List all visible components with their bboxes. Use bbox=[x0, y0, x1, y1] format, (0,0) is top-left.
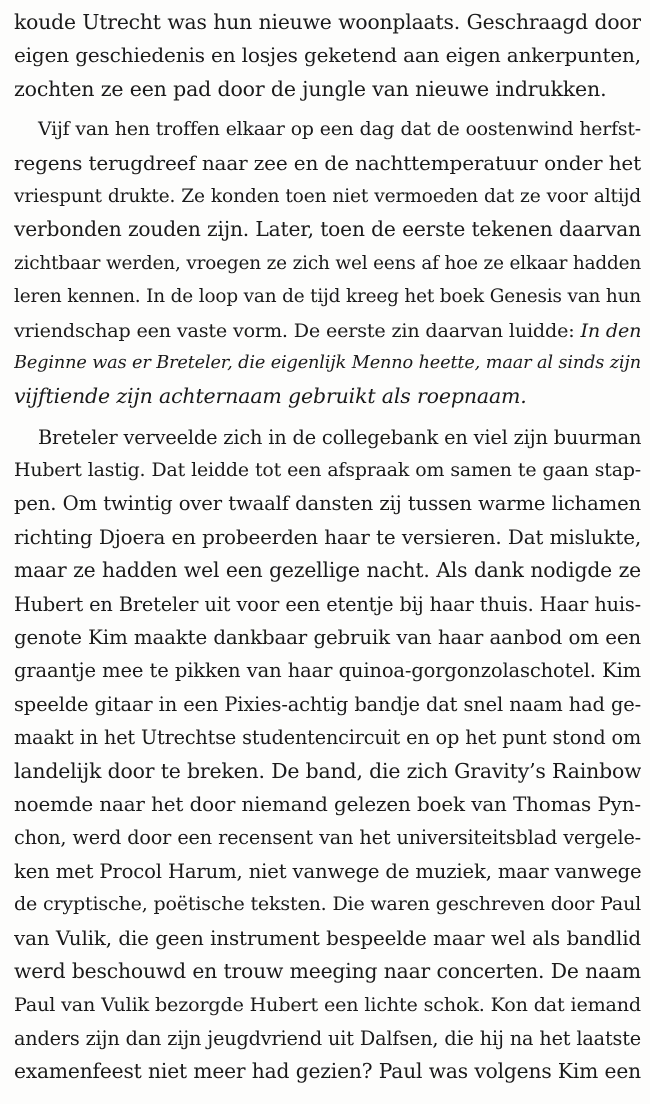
text-line: maakt in het Utrechtse studentencircuit en op het punt stond om bbox=[14, 726, 641, 750]
text-line: Vijf van hen troffen elkaar op een dag dat de oostenwind herfst- bbox=[38, 119, 641, 141]
text-line: werd beschouwd en trouw meeging naar concerten. De naam bbox=[14, 958, 641, 983]
text-line: eigen geschiedenis en losjes geketend aan eigen ankerpunten, bbox=[14, 43, 641, 68]
text-line bbox=[14, 314, 641, 347]
text-line-italic: vijftiende zijn achternaam gebruikt als roepnaam. bbox=[14, 384, 527, 409]
text-line: Paul van Vulik bezorgde Hubert een lichte schok. Kon dat iemand bbox=[14, 993, 641, 1017]
text-line: Hubert en Breteler uit voor een etentje bij haar thuis. Haar huis- bbox=[14, 592, 641, 616]
text-line: regens terugdreef naar zee en de nachttemperatuur onder het bbox=[14, 150, 641, 175]
text-line: landelijk door te breken. De band, die zich Gravity’s Rainbow bbox=[14, 758, 641, 783]
text-line: examenfeest niet meer had gezien? Paul was volgens Kim een bbox=[14, 1059, 641, 1084]
text-line: zochten ze een pad door de jungle van nieuwe indrukken. bbox=[14, 76, 607, 101]
text-line: noemde naar het door niemand gelezen boek van Thomas Pyn- bbox=[14, 792, 641, 816]
text-line: vriespunt drukte. Ze konden toen niet vermoeden dat ze voor altijd bbox=[14, 185, 641, 207]
text-line: verbonden zouden zijn. Later, toen de eerste tekenen daarvan bbox=[14, 217, 641, 242]
text-line: koude Utrecht was hun nieuwe woonplaats. Geschraagd door bbox=[14, 10, 641, 34]
paragraph-gap bbox=[14, 106, 641, 113]
text-line: pen. Om twintig over twaalf dansten zij tussen warme lichamen bbox=[14, 492, 641, 516]
text-line: speelde gitaar in een Pixies-achtig bandje dat snel naam had ge- bbox=[14, 692, 641, 716]
paragraph-1 bbox=[14, 6, 641, 106]
text-roman: vriendschap een vaste vorm. De eerste zin daarvan luidde: bbox=[14, 318, 575, 342]
text-line: Breteler verveelde zich in de collegebank en viel zijn buurman bbox=[38, 425, 641, 449]
text-italic: In den bbox=[580, 318, 641, 342]
paragraph-gap bbox=[14, 414, 641, 421]
paragraph-2 bbox=[14, 113, 641, 414]
text-line: maar ze hadden wel een gezellige nacht. Als dank nodigde ze bbox=[14, 558, 641, 583]
text-line: chon, werd door een recensent van het universiteitsblad vergele- bbox=[14, 826, 641, 850]
text-line: ken met Procol Harum, niet vanwege de muziek, maar vanwege bbox=[14, 859, 641, 883]
text-line: graantje mee te pikken van haar quinoa-gorgonzolaschotel. Kim bbox=[14, 659, 641, 683]
text-line: leren kennen. In de loop van de tijd kreeg het boek Genesis van hun bbox=[14, 286, 641, 308]
text-line-italic: Beginne was er Breteler, die eigenlijk Menno heette, maar al sinds zijn bbox=[14, 352, 641, 373]
text-line: genote Kim maakte dankbaar gebruik van haar aanbod om een bbox=[14, 626, 641, 650]
text-line: richting Djoera en probeerden haar te versieren. Dat mislukte, bbox=[14, 525, 641, 549]
paragraph-3 bbox=[14, 421, 641, 1089]
text-line: zichtbaar werden, vroegen ze zich wel eens af hoe ze elkaar hadden bbox=[14, 252, 641, 274]
text-line: Hubert lastig. Dat leidde tot een afspraak om samen te gaan stap- bbox=[14, 459, 641, 482]
text-line: van Vulik, die geen instrument bespeelde maar wel als bandlid bbox=[14, 926, 641, 950]
text-line: de cryptische, poëtische teksten. Die waren geschreven door Paul bbox=[14, 893, 641, 916]
text-line: anders zijn dan zijn jeugdvriend uit Dalfsen, die hij na het laatste bbox=[14, 1026, 641, 1050]
